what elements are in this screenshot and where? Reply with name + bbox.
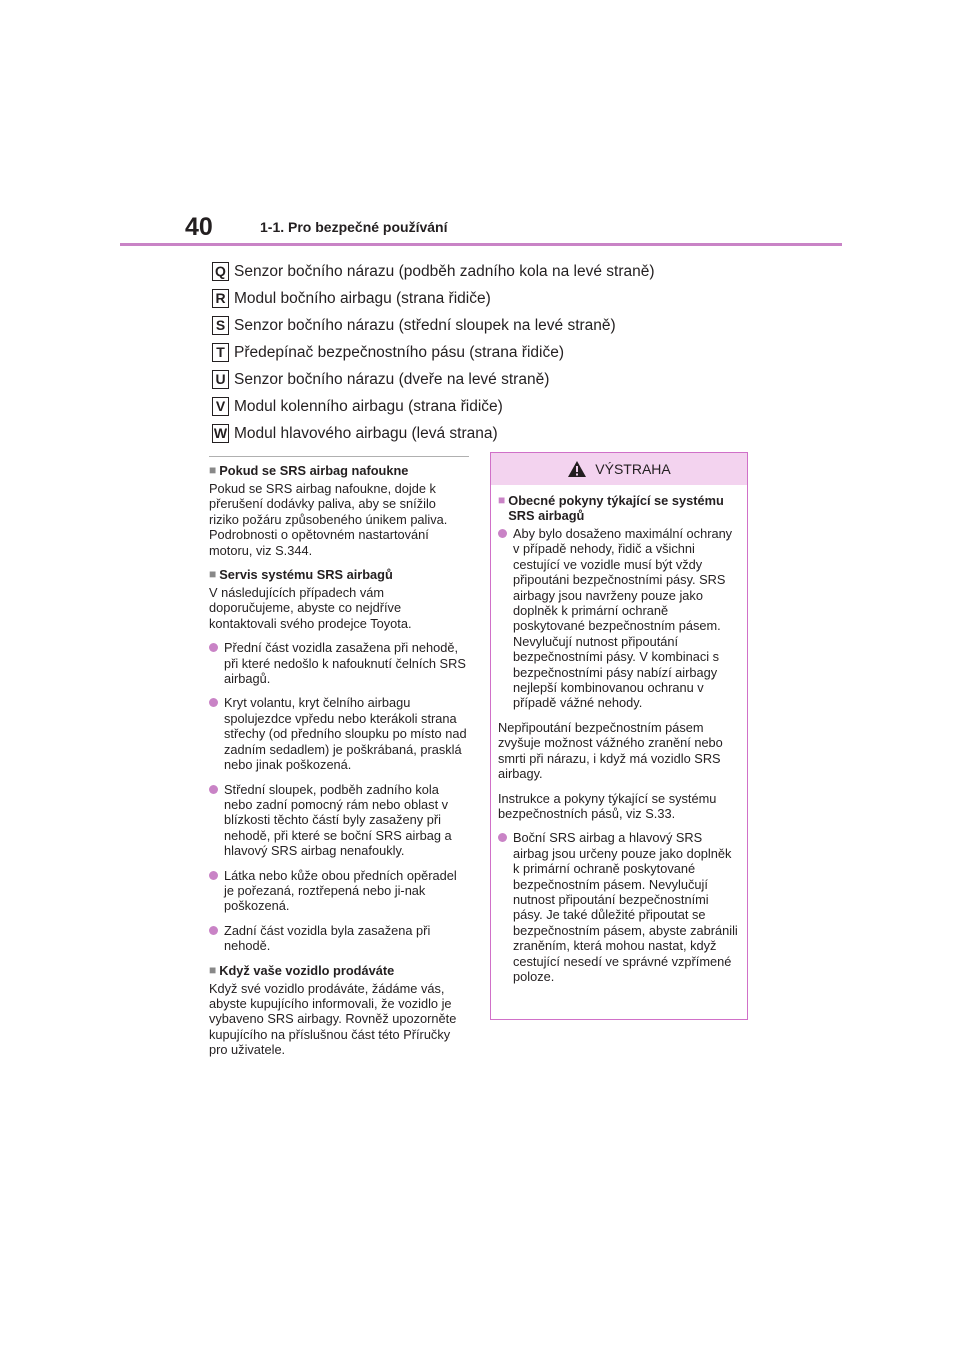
- header-rule: [120, 243, 842, 246]
- legend-item: [212, 285, 772, 312]
- section-divider: [209, 456, 469, 457]
- paragraph: Když své vozidlo prodáváte, žádáme vás, abyste kupujícího informovali, že vozidlo je vybaveno SRS airbagy. Rovněž upozorněte kupujícího na příslušnou část této Příručky pro uživatele.: [209, 980, 457, 1058]
- bullet-text: Střední sloupek, podběh zadního kola nebo zadní pomocný rám nebo oblast v blízkosti těchto částí byly zasaženy při nehodě, při které se boční SRS airbag a hlavový SRS airbag nenafoukly.: [224, 781, 452, 859]
- legend-key: W: [213, 425, 228, 441]
- warning-heading: [498, 493, 739, 523]
- paragraph: Pokud se SRS airbag nafoukne, dojde k přerušení dodávky paliva, aby se snížilo riziko požáru způsobeného únikem paliva. Podrobnosti o opětovném nastartování motoru, viz S.344.: [209, 481, 448, 558]
- bullet-dot-icon: [498, 529, 507, 538]
- square-bullet-icon: ■: [209, 962, 217, 977]
- section-heading: [209, 567, 469, 582]
- bullet-dot-icon: [209, 871, 218, 880]
- warning-body: [491, 485, 747, 984]
- bullet-dot-icon: [209, 785, 218, 794]
- bullet-text: Aby bylo dosaženo maximální ochrany v případě nehody, řidič a všichni cestující ve vozidle musí být vždy připoutáni bezpečnostními pásy. SRS airbagy jsou navrženy pouze jako doplněk k primární ochraně poskytované bezpečnostním pásem. Nevylučují nutnost připoutání bezpečnostními pásy. V kombinaci s bezpečnostními pásy nabízí airbagy nejlepší kombinovanou ochranu v případě vážné nehody.: [513, 526, 733, 711]
- bullet-text: Boční SRS airbag a hlavový SRS airbag jsou určeny pouze jako doplněk k primární ochraně poskytované bezpečnostním pásem. Nevylučují nutnost připoutání bezpečnostními pásy. Je také důležité připoutat se bezpečnostním pásem, abyste zabránili zraněním, která mohou nastat, když cestující nesedí ve správné vzpřímené poloze.: [513, 830, 738, 984]
- heading-text: Servis systému SRS airbagů: [219, 567, 393, 583]
- bullet-item: [498, 830, 739, 984]
- heading-text: Když vaše vozidlo prodáváte: [219, 962, 395, 978]
- bullet-text: Zadní část vozidla byla zasažena při nehodě.: [224, 922, 431, 954]
- legend-item: [212, 420, 772, 447]
- bullet-item: [209, 782, 469, 859]
- legend-text: Senzor bočního nárazu (střední sloupek na levé straně): [234, 316, 616, 334]
- legend-text: Modul hlavového airbagu (levá strana): [234, 424, 498, 442]
- bullet-dot-icon: [209, 926, 218, 935]
- page-number: 40: [185, 213, 213, 241]
- legend-text: Modul bočního airbagu (strana řidiče): [234, 289, 491, 307]
- paragraph: Nepřipoutání bezpečnostním pásem zvyšuje možnost vážného zranění nebo smrti při nárazu, i když má vozidlo SRS airbagy.: [498, 719, 723, 782]
- legend-text: Předepínač bezpečnostního pásu (strana řidiče): [234, 343, 565, 361]
- heading-text: Pokud se SRS airbag nafoukne: [219, 463, 409, 478]
- left-column: [209, 456, 469, 1067]
- paragraph: V následujících případech vám doporučujeme, abyste co nejdříve kontaktovali svého prodejce Toyota.: [209, 585, 412, 631]
- legend-item: [212, 258, 772, 285]
- bullet-text: Kryt volantu, kryt čelního airbagu spolujezdce vpředu nebo kterákoli strana střechy (od předního sloupku po místo nad zadním sedadlem) je poškrábaná, prasklá nebo jinak poškozená.: [224, 695, 467, 773]
- legend-item: [212, 339, 772, 366]
- legend-key: S: [212, 316, 229, 335]
- legend-key: U: [212, 370, 229, 389]
- legend-key: Q: [212, 262, 229, 281]
- legend-key: V: [212, 397, 229, 416]
- bullet-dot-icon: [498, 833, 507, 842]
- bullet-text: Přední část vozidla zasažena při nehodě, při které nedošlo k nafouknutí čelních SRS airbagů.: [224, 640, 466, 687]
- section-heading: [209, 963, 469, 978]
- warning-header: [491, 453, 747, 485]
- legend-key: T: [212, 343, 229, 362]
- legend-item: [212, 393, 772, 420]
- section-heading: [209, 463, 469, 478]
- bullet-item: [498, 526, 739, 711]
- legend-text: Senzor bočního nárazu (podběh zadního kola na levé straně): [234, 262, 655, 280]
- warning-triangle-icon: [567, 460, 587, 478]
- square-bullet-icon: ■: [209, 463, 217, 477]
- bullet-dot-icon: [209, 698, 218, 707]
- bullet-item: [209, 695, 469, 772]
- bullet-text: Látka nebo kůže obou předních opěradel je pořezaná, roztřepená nebo ji-nak poškozená.: [224, 867, 457, 914]
- paragraph: Instrukce a pokyny týkající se systému bezpečnostních pásů, viz S.33.: [498, 790, 717, 821]
- legend-item: [212, 366, 772, 393]
- bullet-item: [209, 923, 469, 954]
- square-bullet-icon: ■: [498, 493, 506, 507]
- warning-box: [490, 452, 748, 1020]
- legend-text: Modul kolenního airbagu (strana řidiče): [234, 397, 503, 415]
- section-title: 1-1. Pro bezpečné používání: [260, 219, 448, 235]
- legend-list: [212, 258, 772, 447]
- legend-item: [212, 312, 772, 339]
- legend-key: R: [212, 289, 229, 308]
- square-bullet-icon: ■: [209, 567, 217, 582]
- warning-title: VÝSTRAHA: [595, 461, 671, 477]
- legend-text: Senzor bočního nárazu (dveře na levé straně): [234, 370, 550, 388]
- bullet-item: [209, 868, 469, 914]
- bullet-dot-icon: [209, 643, 218, 652]
- heading-text: Obecné pokyny týkající se systému SRS airbagů: [508, 493, 724, 523]
- bullet-item: [209, 640, 469, 686]
